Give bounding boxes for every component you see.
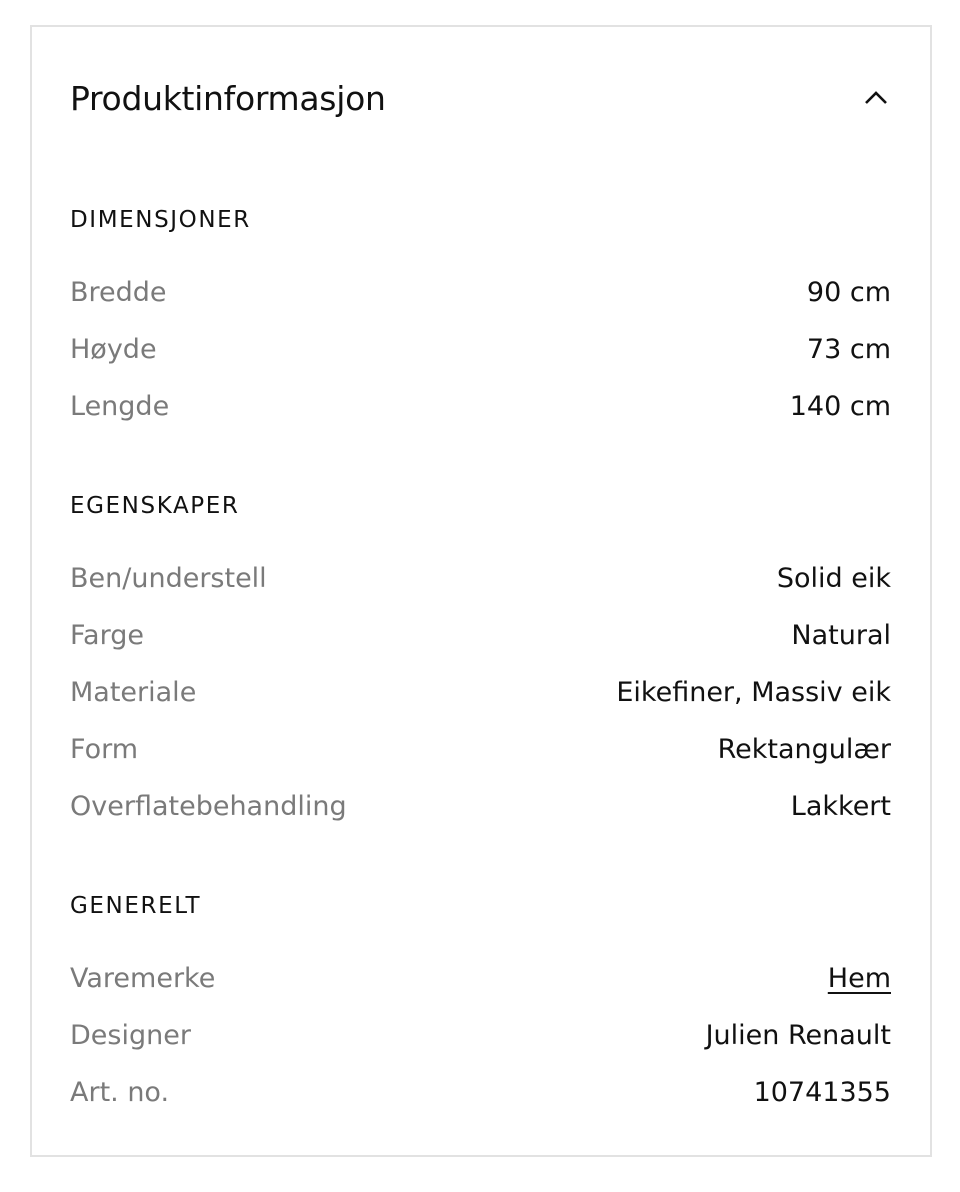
panel-title: Produktinformasjon <box>70 78 386 118</box>
spec-label: Bredde <box>70 277 167 308</box>
spec-label: Farge <box>70 620 144 651</box>
spec-value: 10741355 <box>753 1077 891 1108</box>
spec-value: Lakkert <box>790 791 891 822</box>
spec-label: Art. no. <box>70 1077 170 1108</box>
spec-row <box>70 607 891 664</box>
spec-label: Varemerke <box>70 963 216 994</box>
spec-row <box>70 378 891 435</box>
section-heading: EGENSKAPER <box>70 493 240 519</box>
spec-value: 90 cm <box>806 277 891 308</box>
spec-label: Designer <box>70 1020 191 1051</box>
spec-value: Eikefiner, Massiv eik <box>616 677 891 708</box>
spec-value: 73 cm <box>806 334 891 365</box>
product-info-panel <box>30 25 932 1157</box>
brand-link[interactable]: Hem <box>827 963 891 994</box>
spec-label: Materiale <box>70 677 197 708</box>
spec-row <box>70 321 891 378</box>
spec-row <box>70 550 891 607</box>
section-heading: GENERELT <box>70 893 202 919</box>
spec-row <box>70 778 891 835</box>
spec-value <box>828 963 891 994</box>
spec-value: Natural <box>791 620 891 651</box>
spec-label: Overflatebehandling <box>70 791 347 822</box>
spec-row <box>70 1007 891 1064</box>
spec-row <box>70 721 891 778</box>
spec-label: Ben/understell <box>70 563 267 594</box>
spec-row <box>70 264 891 321</box>
spec-label: Lengde <box>70 391 170 422</box>
section-dimensjoner <box>70 205 891 435</box>
spec-label: Form <box>70 734 139 765</box>
spec-value: Julien Renault <box>705 1020 891 1051</box>
spec-row <box>70 1064 891 1121</box>
section-generelt <box>70 891 891 1121</box>
chevron-up-icon[interactable] <box>861 83 891 113</box>
accordion-header[interactable] <box>70 27 891 169</box>
spec-value: Rektangulær <box>717 734 891 765</box>
spec-row <box>70 664 891 721</box>
spec-value: Solid eik <box>776 563 891 594</box>
section-egenskaper <box>70 491 891 835</box>
spec-value: 140 cm <box>789 391 891 422</box>
section-heading: DIMENSJONER <box>70 207 251 233</box>
spec-row <box>70 950 891 1007</box>
spec-label: Høyde <box>70 334 157 365</box>
